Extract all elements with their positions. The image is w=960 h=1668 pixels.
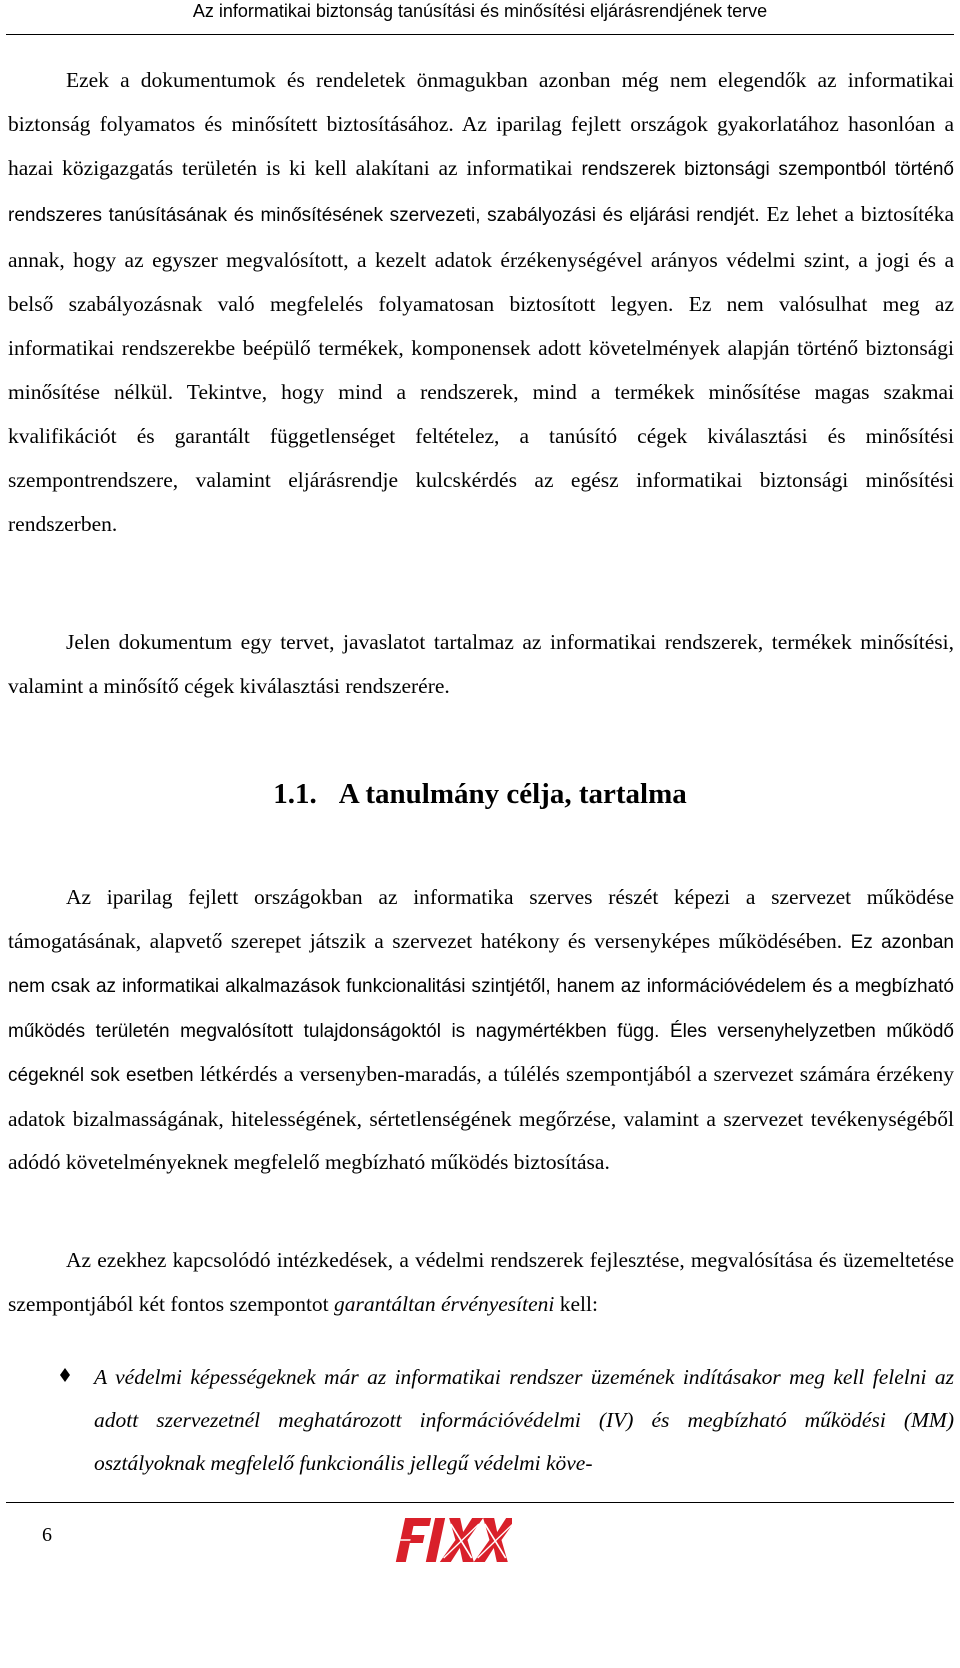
bullet-text: A védelmi képességeknek már az informatikai rendszer üzemének indításakor meg kell felelni az adott szervezetnél meghatározott információvédelmi (IV) és megbízható működési (MM) osztályoknak megfelelő funkcionális jellegű védelmi köve- — [94, 1365, 954, 1475]
section-heading — [0, 778, 960, 811]
paragraph-1-sans-middle: rendszerek biztonsági szempontból történő rendszeres tanúsításának és minősítésének szervezeti, szabályozási és eljárási rendjét. — [8, 159, 955, 226]
paragraph-4-body — [8, 1238, 954, 1326]
diamond-bullet-icon — [60, 1368, 70, 1382]
paragraph-1-body — [8, 58, 954, 546]
paragraph-3-sans-middle: Ez azonban nem csak az informatikai alkalmazások funkcionalitási szintjétől, hanem az információvédelem és a megbízható működés területén megvalósított tulajdonságoktól is nagymértékben függ. Éles versenyhelyzetben működő cégeknél sok esetben — [8, 931, 954, 1086]
paragraph-4-text-end: kell: — [559, 1292, 598, 1316]
running-header — [6, 0, 954, 35]
paragraph-2-text: Jelen dokumentum egy tervet, javaslatot tartalmaz az informatikai rendszerek, termékek minősítési, valamint a minősítő cégek kiválasztási rendszerére. — [8, 630, 954, 698]
paragraph-1 — [8, 58, 954, 546]
section-number: 1.1. — [273, 778, 317, 810]
section-title: A tanulmány célja, tartalma — [338, 778, 687, 810]
page-number: 6 — [42, 1524, 52, 1546]
bullet-item — [60, 1356, 954, 1485]
paragraph-4-text-start: Az ezekhez kapcsolódó intézkedések, a védelmi rendszerek fejlesztése, megvalósítása és üzemeltetése szempontjából két fontos szempontot — [8, 1248, 954, 1316]
header-title: Az informatikai biztonság tanúsítási és minősítési eljárásrendjének terve — [192, 1, 768, 21]
paragraph-2 — [8, 620, 954, 708]
paragraph-3-serif-start: Az iparilag fejlett országokban az informatika szerves részét képezi a szervezet működése támogatásának, alapvető szerepet játszik a szervezet hatékony és versenyképes működésében. — [8, 885, 954, 953]
footer-divider — [6, 1502, 954, 1503]
paragraph-4 — [8, 1238, 954, 1326]
paragraph-3-serif-end: létkérdés a versenyben-maradás, a túlélés szempontjából a szervezet számára érzékeny adatok bizalmasságának, hitelességének, sértetlenségének megőrzése, valamint a szervezet tevékenységéből adódó követelményeknek megfelelő megbízható működés biztosítása. — [8, 1062, 954, 1174]
paragraph-3 — [8, 876, 954, 1185]
fixx-logo — [392, 1514, 512, 1566]
paragraph-3-body — [8, 876, 954, 1185]
paragraph-1-serif-end: Ez lehet a biztosítéka annak, hogy az egyszer megvalósított, a kezelt adatok érzékenységével arányos védelmi szint, a jogi és a belső szabályozásnak való megfelelés folyamatosan biztosított legyen. Ez nem valósulhat meg az informatikai rendszerekbe beépülő termékek, komponensek adott követelmények alapján történő biztonsági minősítése nélkül. Tekintve, hogy mind a rendszerek, mind a termékek minősítése magas szakmai kvalifikációt és garantált függetlenséget feltételez, a tanúsító cégek kiválasztási és minősítési szempontrendszere, valamint eljárásrendje kulcskérdés az egész informatikai biztonsági minősítési rendszerben. — [8, 202, 954, 536]
paragraph-4-italic: garantáltan érvényesíteni — [334, 1292, 555, 1316]
paragraph-1-serif-start: Ezek a dokumentumok és rendeletek önmagukban azonban még nem elegendők az informatikai biztonság folyamatos és minősített biztosításához. Az iparilag fejlett országok gyakorlatához hasonlóan a hazai közigazgatás területén is ki kell alakítani az informatikai — [8, 68, 954, 180]
